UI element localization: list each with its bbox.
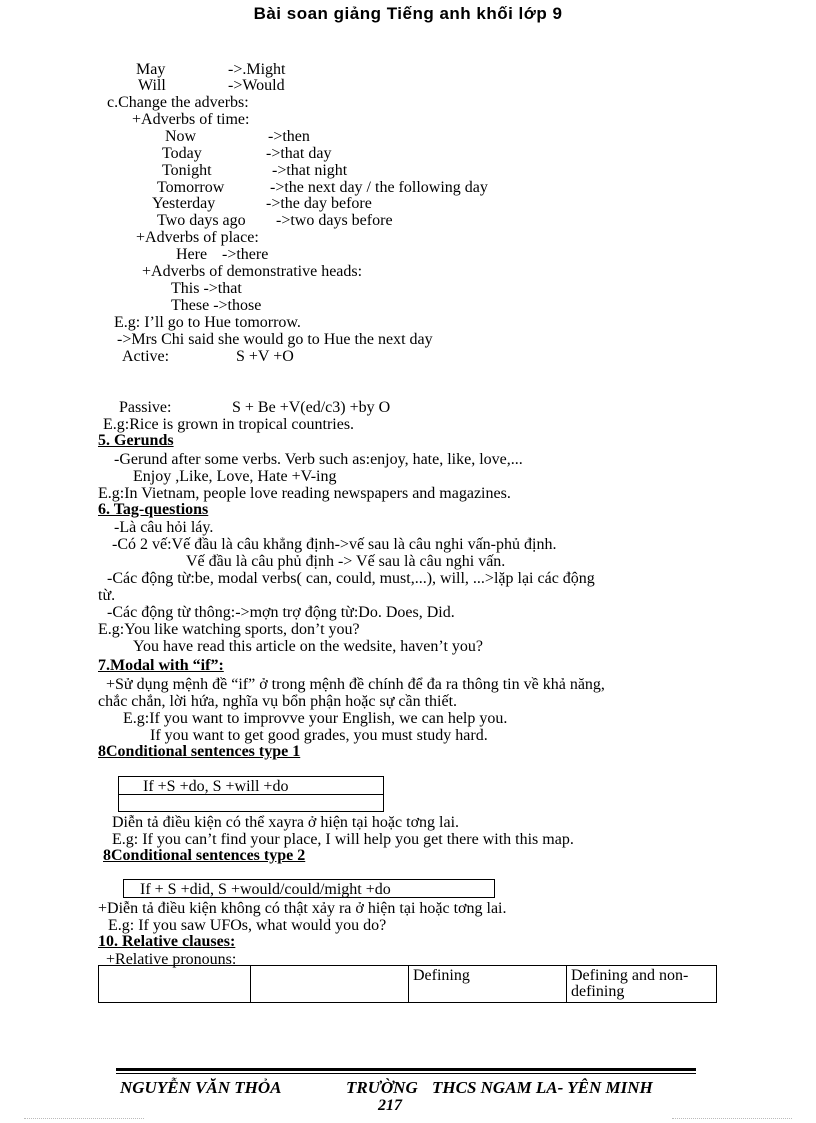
text-passive-formula: S + Be +V(ed/c3) +by O (232, 399, 391, 416)
footer-rule-thin (116, 1073, 696, 1074)
text-eg-english: E.g:If you want to improvve your English, we can help you. (123, 710, 508, 727)
text-modal-2: chắc chắn, lời hứa, nghĩa vụ bổn phận hoặc sự cần thiết. (98, 693, 458, 710)
text-cond1-eg: E.g: If you can’t find your place, I will help you get there with this map. (112, 831, 574, 848)
text-tonight: Tonight (162, 162, 212, 179)
table-cell (99, 966, 251, 1003)
text-mrs-chi: ->Mrs Chi said she would go to Hue the next day (117, 331, 433, 348)
page-header-title: Bài soan giảng Tiếng anh khối lớp 9 (253, 4, 563, 23)
text-gerund-line: -Gerund after some verbs. Verb such as:enjoy, hate, like, love,... (114, 451, 523, 468)
text-yesterday-arrow: ->the day before (266, 195, 372, 212)
text-cond1-formula: If +S +do, S +will +do (143, 778, 289, 795)
heading-relative-clauses: 10. Relative clauses: (98, 933, 236, 950)
text-gerund-enjoy: Enjoy ,Like, Love, Hate +V-ing (133, 468, 337, 485)
text-relative-pronouns: +Relative pronouns: (106, 951, 237, 968)
footer-rule-thick (116, 1068, 696, 1071)
text-tag-2: -Có 2 vế:Vế đầu là câu khẳng định->vế sau là câu nghi vấn-phủ định. (112, 536, 557, 553)
text-two-days: Two days ago (157, 212, 246, 229)
heading-gerunds: 5. Gerunds (98, 432, 174, 449)
text-may-arrow: ->.Might (228, 61, 286, 78)
relative-pronouns-table (98, 965, 717, 1003)
text-tag-1: -Là câu hỏi láy. (114, 519, 214, 536)
text-adverbs-demo: +Adverbs of demonstrative heads: (142, 263, 363, 280)
text-tonight-arrow: ->that night (272, 162, 348, 179)
table-cell (251, 966, 409, 1003)
text-cond1-desc: Diễn tả điều kiện có thể xayra ở hiện tại hoặc tơng lai. (112, 814, 460, 831)
text-active-label: Active: (122, 348, 170, 365)
footer-school-name: THCS NGAM LA- YÊN MINH (432, 1078, 653, 1097)
text-this-that: This ->that (171, 280, 242, 297)
text-tag-3: Vế đầu là câu phủ định -> Vế sau là câu nghi vấn. (186, 553, 506, 570)
table-row (99, 966, 717, 1003)
text-tag-4b: từ. (98, 587, 116, 604)
text-modal-1: +Sử dụng mệnh đề “if” ở trong mệnh đề chính để đa ra thông tin về khả năng, (106, 676, 605, 693)
text-yesterday: Yesterday (152, 195, 216, 212)
text-passive-label: Passive: (119, 399, 172, 416)
heading-tag-questions: 6. Tag-questions (98, 501, 209, 518)
footer-dotted-left (24, 1118, 144, 1119)
text-tag-5: -Các động từ thông:->mợn trợ động từ:Do. Does, Did. (107, 604, 455, 621)
text-here-arrow: ->there (222, 246, 269, 263)
heading-conditional-type-1: 8Conditional sentences type 1 (98, 743, 301, 760)
text-adverbs-place: +Adverbs of place: (136, 229, 259, 246)
text-eg-rice: E.g:Rice is grown in tropical countries. (103, 416, 355, 433)
text-today-arrow: ->that day (266, 145, 332, 162)
text-now-arrow: ->then (268, 128, 310, 145)
text-two-days-arrow: ->two days before (276, 212, 393, 229)
text-tomorrow: Tomorrow (157, 179, 225, 196)
text-adverbs-time: +Adverbs of time: (132, 111, 250, 128)
text-tomorrow-arrow: ->the next day / the following day (270, 179, 488, 196)
page-number: 217 (378, 1097, 402, 1114)
footer-school-word: TRƯỜNG (346, 1078, 418, 1097)
formula-box-type-1 (118, 776, 384, 812)
table-cell-defining: Defining (409, 966, 567, 1003)
text-will: Will (138, 77, 166, 94)
text-tag-4: -Các động từ:be, modal verbs( can, could, must,...), will, ...>lặp lại các động (107, 570, 595, 587)
text-eg-article: You have read this article on the wedsite, haven’t you? (133, 638, 483, 655)
text-eg-sports: E.g:You like watching sports, don’t you? (98, 621, 360, 638)
text-these-those: These ->those (171, 297, 262, 314)
text-eg-vietnam: E.g:In Vietnam, people love reading newspapers and magazines. (98, 485, 511, 502)
footer-dotted-right (672, 1118, 792, 1119)
text-here: Here (176, 246, 208, 263)
text-cond2-desc: +Diễn tả điều kiện không có thật xảy ra ở hiện tại hoặc tơng lai. (98, 900, 507, 917)
text-eg-grades: If you want to get good grades, you must study hard. (150, 727, 488, 744)
heading-modal-if: 7.Modal with “if”: (98, 657, 224, 674)
text-eg-hue: E.g: I’ll go to Hue tomorrow. (114, 314, 301, 331)
text-will-arrow: ->Would (228, 77, 285, 94)
footer-author: NGUYỄN VĂN THỎA (120, 1078, 282, 1097)
formula-box-type-2 (123, 879, 495, 898)
text-today: Today (162, 145, 202, 162)
table-cell-defining-non-defining: Defining and non-defining (567, 966, 717, 1003)
text-active-formula: S +V +O (236, 348, 294, 365)
text-now: Now (165, 128, 197, 145)
text-cond2-formula: If + S +did, S +would/could/might +do (140, 881, 391, 898)
text-may: May (136, 61, 166, 78)
text-cond2-eg: E.g: If you saw UFOs, what would you do? (108, 917, 387, 934)
heading-conditional-type-2: 8Conditional sentences type 2 (103, 847, 306, 864)
text-change-adverbs: c.Change the adverbs: (107, 94, 249, 111)
